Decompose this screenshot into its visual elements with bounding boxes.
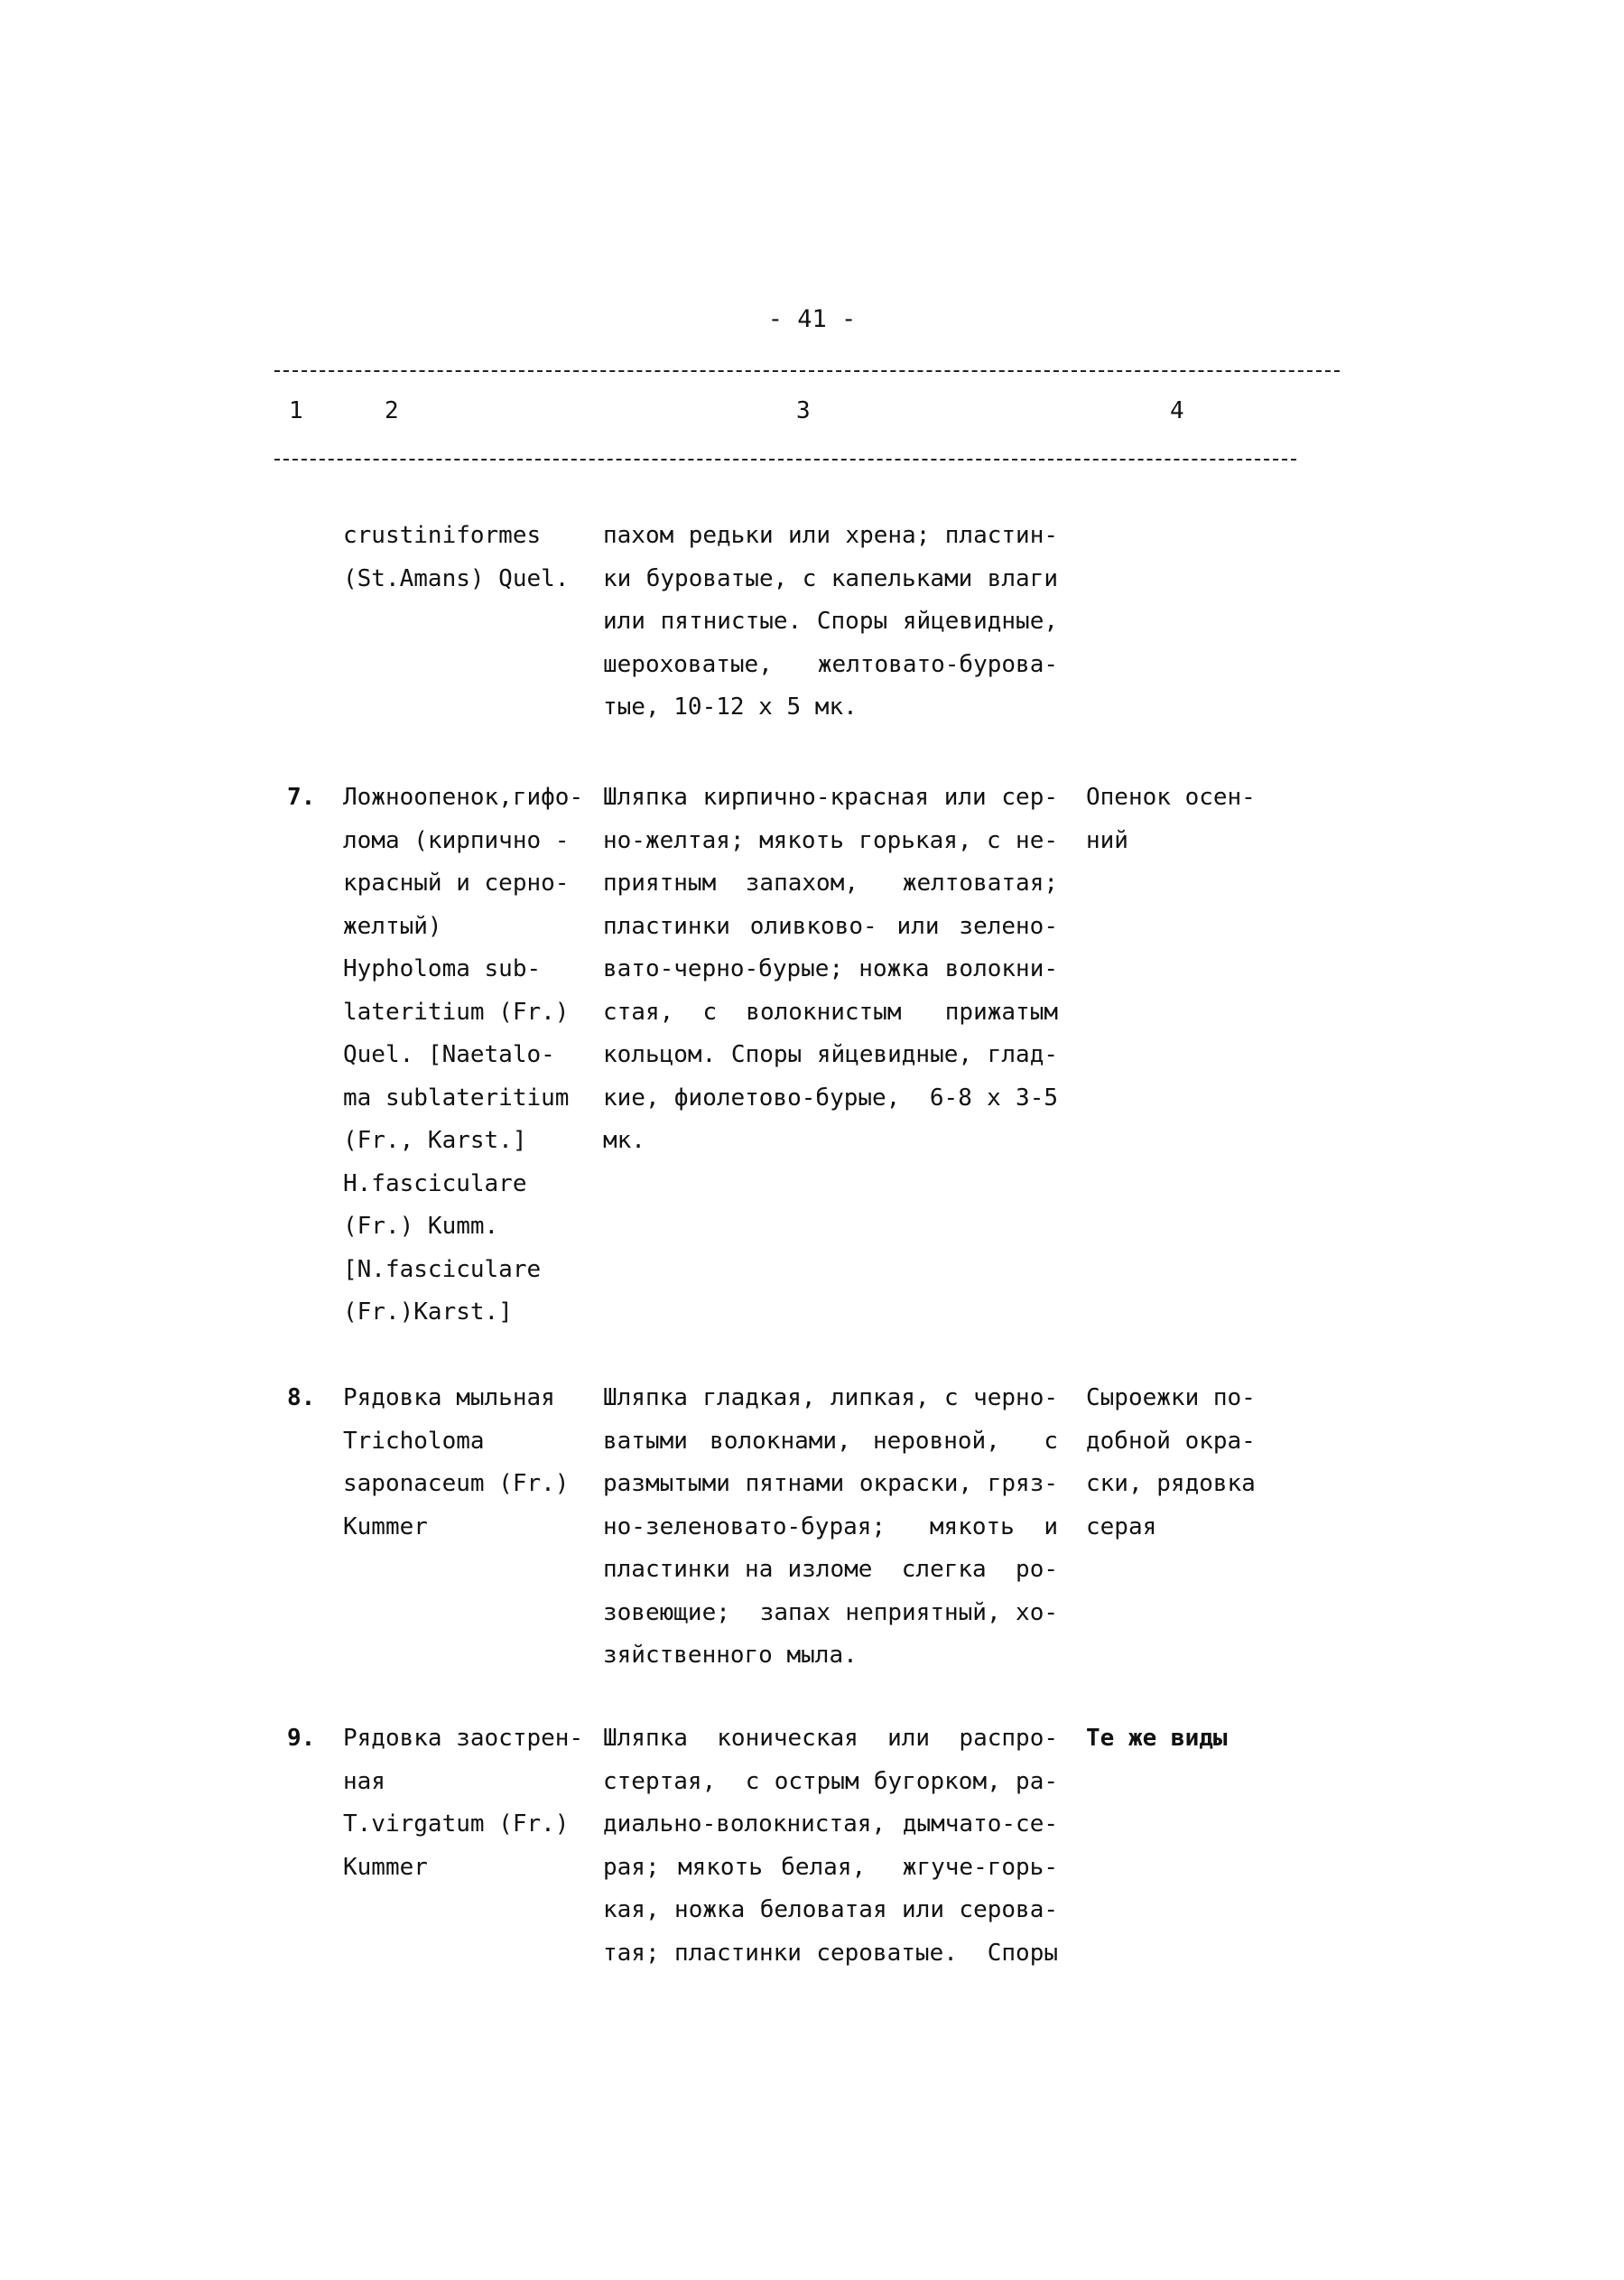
row-9-desc-line: стертая, с острым бугорком, ра- — [603, 1767, 1058, 1795]
row-8-desc-line: зяйственного мыла. — [603, 1642, 858, 1669]
row-7-desc-line: вато-черно-бурые; ножка волокни- — [603, 955, 1058, 982]
row-7-name — [343, 777, 587, 1335]
row-8-similar-line: серая — [1086, 1512, 1157, 1540]
row-9-desc-line: рая; мякоть белая, жгуче-горь- — [603, 1853, 1058, 1881]
row-7-name-line: Quel. [Naetalo- — [343, 1041, 555, 1068]
row-7-name-line: (Fr., Karst.] — [343, 1127, 527, 1154]
row-7-name-line: желтый) — [343, 912, 442, 940]
row-0-name — [343, 515, 578, 600]
row-8-similar-line: Сыроежки по- — [1086, 1384, 1256, 1411]
row-8-similar — [1086, 1377, 1294, 1549]
row-8-desc-line: Шляпка гладкая, липкая, с черно- — [603, 1384, 1058, 1411]
header-col-2: 2 — [385, 397, 399, 424]
row-8-name-line: Tricholoma — [343, 1427, 485, 1455]
row-7-name-line: Ложноопенок,гифо- — [343, 784, 584, 811]
row-9-desc — [603, 1717, 1058, 1975]
row-0-desc-line: ки буроватые, с капельками влаги — [603, 564, 1058, 592]
row-7-desc-line: кие, фиолетово-бурые, 6-8 х 3-5 — [603, 1084, 1058, 1112]
row-9-name-line: ная — [343, 1767, 385, 1795]
row-7-name-line: красный и серно- — [343, 870, 570, 897]
row-9-desc-line: кая, ножка беловатая или серова- — [603, 1896, 1058, 1923]
row-8-number: 8. — [287, 1384, 316, 1411]
row-7-desc-line: пластинки оливково- или зелено- — [603, 912, 1058, 940]
row-7-similar — [1086, 777, 1294, 862]
row-7-desc-line: Шляпка кирпично-красная или сер- — [603, 784, 1058, 811]
row-8-desc-line: но-зеленовато-бурая; мякоть и — [603, 1512, 1058, 1540]
row-7-desc-line: стая, с волокнистым прижатым — [603, 998, 1058, 1026]
row-8-desc-line: ватыми волокнами, неровной, с — [603, 1427, 1058, 1455]
row-7-name-line: ma sublateritium — [343, 1084, 570, 1112]
row-7-similar-line: ний — [1086, 826, 1128, 854]
table-top-rule — [274, 370, 1340, 372]
row-7-desc-line: приятным запахом, желтоватая; — [603, 870, 1058, 897]
row-7-desc-line: мк. — [603, 1127, 645, 1154]
row-9-desc-line: тая; пластинки сероватые. Споры — [603, 1939, 1058, 1967]
row-0-name-line: crustiniformes — [343, 522, 542, 549]
row-7-similar-line: Опенок осен- — [1086, 784, 1256, 811]
table-header — [0, 397, 1624, 433]
header-col-4: 4 — [1170, 397, 1184, 424]
row-9-name-line: Рядовка заострен- — [343, 1725, 584, 1752]
row-8-desc-line: пластинки на изломе слегка ро- — [603, 1556, 1058, 1583]
row-9-desc-line: диально-волокнистая, дымчато-се- — [603, 1810, 1058, 1838]
row-7-number: 7. — [287, 784, 316, 811]
row-7-name-line: (Fr.) Kumm. — [343, 1213, 499, 1240]
header-col-1: 1 — [289, 397, 303, 424]
row-7-name-line: H.fasciculare — [343, 1169, 527, 1197]
row-7-name-line: lateritium (Fr.) — [343, 998, 570, 1026]
row-7-desc — [603, 777, 1058, 1163]
row-7-name-line: [N.fasciculare — [343, 1255, 542, 1283]
row-8-desc-line: размытыми пятнами окраски, гряз- — [603, 1470, 1058, 1497]
row-7-desc-line: кольцом. Споры яйцевидные, глад- — [603, 1041, 1058, 1068]
row-8-name — [343, 1377, 587, 1549]
page-number: - 41 - — [767, 305, 857, 333]
row-0-desc-line: шероховатые, желтовато-бурова- — [603, 650, 1058, 678]
row-0-desc-line: пахом редьки или хрена; пластин- — [603, 522, 1058, 549]
row-9-similar-line: Те же виды — [1086, 1725, 1228, 1752]
row-9-name — [343, 1717, 587, 1889]
row-9-similar — [1086, 1717, 1294, 1761]
row-8-desc — [603, 1377, 1058, 1678]
row-8-name-line: Kummer — [343, 1512, 428, 1540]
row-0-desc-line: или пятнистые. Споры яйцевидные, — [603, 608, 1058, 635]
row-9-number: 9. — [287, 1725, 316, 1752]
row-8-similar-line: ски, рядовка — [1086, 1470, 1256, 1497]
row-8-name-line: saponaceum (Fr.) — [343, 1470, 570, 1497]
row-9-desc-line: Шляпка коническая или распро- — [603, 1725, 1058, 1752]
row-8-name-line: Рядовка мыльная — [343, 1384, 555, 1411]
row-0-name-line: (St.Amans) Quel. — [343, 564, 570, 592]
row-7-name-line: (Fr.)Karst.] — [343, 1298, 513, 1326]
row-0-desc — [603, 515, 1058, 730]
row-8-similar-line: добной окра- — [1086, 1427, 1256, 1455]
row-0-desc-line: тые, 10-12 х 5 мк. — [603, 693, 858, 721]
header-col-3: 3 — [796, 397, 811, 424]
row-7-name-line: Hypholoma sub- — [343, 955, 542, 982]
row-9-name-line: T.virgatum (Fr.) — [343, 1810, 570, 1838]
table-header-rule — [274, 459, 1296, 461]
row-8-desc-line: зовеющие; запах неприятный, хо- — [603, 1598, 1058, 1626]
row-7-name-line: лома (кирпично - — [343, 826, 570, 854]
row-9-name-line: Kummer — [343, 1853, 428, 1881]
row-7-desc-line: но-желтая; мякоть горькая, с не- — [603, 826, 1058, 854]
